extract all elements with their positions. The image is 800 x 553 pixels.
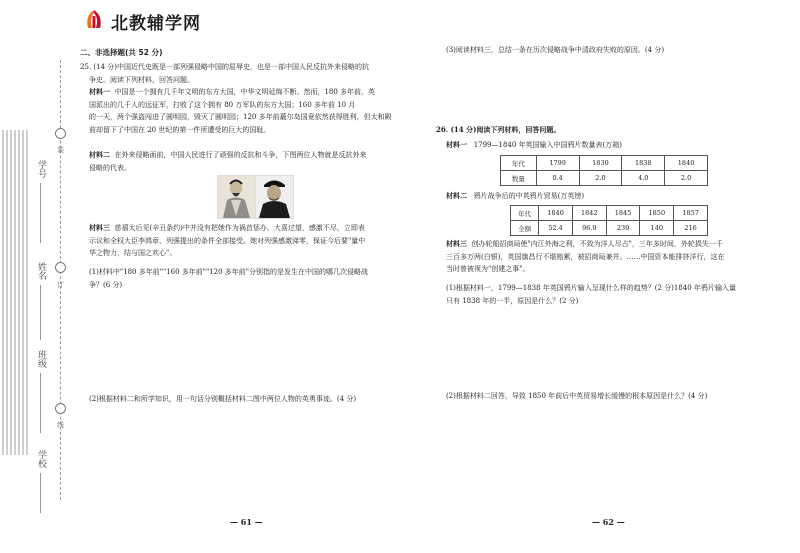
portrait-figure-1 xyxy=(217,175,256,219)
material-label: 材料二 xyxy=(446,191,467,200)
table-caption: 1799—1840 年英国输入中国鸦片数量表(万箱) xyxy=(473,141,623,149)
table-cell: 216 xyxy=(674,221,708,236)
table-row xyxy=(501,156,708,171)
table-header-cell: 年代 xyxy=(501,156,537,171)
q25-line: 争史。阅读下列材料，回答问题。 xyxy=(89,75,194,84)
field-line-school[interactable] xyxy=(40,473,41,513)
material-line: 中国是一个拥有几千年文明的东方大国，中华文明延绵不断。然而，180 多年前，英 xyxy=(114,88,376,96)
field-line-name[interactable] xyxy=(40,285,41,340)
material-line: 前却留下了中国在 20 世纪的第一件所遭受的巨大的国耻。 xyxy=(89,125,271,134)
material-label: 材料一 xyxy=(446,140,467,149)
material-label: 材料三 xyxy=(446,239,467,248)
q26-sub-1 xyxy=(446,282,776,307)
opium-import-table xyxy=(500,155,708,186)
seal-mark: 线 xyxy=(57,421,64,429)
table-cell: 0.4 xyxy=(536,171,579,186)
table-cell: 1830 xyxy=(579,156,622,171)
table-cell: 52.4 xyxy=(539,221,573,236)
q25-material-1 xyxy=(89,86,399,136)
table-cell: 2.0 xyxy=(665,171,708,186)
table-header-cell: 全额 xyxy=(511,221,539,236)
table-row xyxy=(511,221,708,236)
table-cell: 140 xyxy=(640,221,674,236)
q26-material-2 xyxy=(446,190,584,203)
bjfx-logo-mark-icon xyxy=(82,8,106,32)
q26-sub-2: (2)根据材料二回答，导致 1850 年前后中英贸易增长缓慢的根本原因是什么？(4 分) xyxy=(446,392,708,400)
seal-mark: 装 xyxy=(57,146,64,154)
q25-line: 25. (14 分)中国近代史既是一部列强侵略中国的屈辱史，也是一部中国人民反抗外来侵略的抗 xyxy=(80,63,369,71)
material-line: 国派出的几千人的远征军，打败了这个拥有 80 万军队的东方大国；160 多年前 10 月 xyxy=(89,100,356,109)
field-label-school: 学校 xyxy=(36,450,46,468)
question-line: (1)根据材料一，1799—1838 年英国鸦片输入呈现什么样的趋势？(2 分)1840 年鸦片输入量 xyxy=(446,284,736,292)
q25-material-3 xyxy=(89,222,399,260)
q26-material-3 xyxy=(446,238,776,276)
binding-hole-icon xyxy=(55,128,66,139)
field-label-class: 班级 xyxy=(36,350,46,368)
material-line: 的一天，两个强盗闯进了圆明园，毁灭了圆明园；120 多年前蕞尔岛国竟依然获得胜利，但太和殿 xyxy=(89,113,392,121)
table-cell: 1850 xyxy=(640,206,674,221)
question-25 xyxy=(80,61,398,86)
question-line: 只有 1838 年的一半，原因是什么？(2 分) xyxy=(446,296,579,305)
table-cell: 239 xyxy=(606,221,640,236)
seal-mark: 订 xyxy=(57,281,64,289)
opium-trade-table xyxy=(510,205,708,236)
table-cell: 1857 xyxy=(674,206,708,221)
material-line: 创办轮船招商局使"内江外海之利，不致为洋人尽占"，三年多时间，外轮损失一千 xyxy=(471,240,723,248)
table-row xyxy=(511,206,708,221)
stripes-fade-bottom xyxy=(0,455,30,553)
material-line: 示议和全权大臣李鸿章，列强提出的条件全部接受。她对列强感激涕零，保证今后要"量中 xyxy=(89,236,366,245)
table-cell: 1842 xyxy=(572,206,606,221)
table-row xyxy=(501,171,708,186)
material-line: 华之物力，结与国之欢心"。 xyxy=(89,249,177,257)
field-line-student-number[interactable] xyxy=(40,183,41,243)
table-header-cell: 数量 xyxy=(501,171,537,186)
q25-sub-3: (3)阅读材料三，总结一条在历次侵略战争中清政府失败的原因。(4 分) xyxy=(446,46,665,54)
material-line: 慈禧太后见(辛丑条约)中并没有把她作为祸首惩办，大喜过望，感激不尽，立即表 xyxy=(114,224,365,232)
page-number-left: — 61 — xyxy=(230,517,263,527)
table-cell: 4.0 xyxy=(622,171,665,186)
q26-material-1 xyxy=(446,139,622,152)
table-header-cell: 年代 xyxy=(511,206,539,221)
question-26-title: 26. (14 分)阅读下列材料，回答问题。 xyxy=(436,125,561,134)
material-line: 三百多万两(白银)，英国旗昌行不堪赔累，被招商局兼并。……中国资本能排挤洋行，这在 xyxy=(446,252,725,261)
logo-text: 北教辅学网 xyxy=(111,14,201,34)
table-cell: 1840 xyxy=(539,206,573,221)
material-label: 材料三 xyxy=(89,223,110,232)
q25-material-2 xyxy=(89,149,399,174)
page-number-right: — 62 — xyxy=(592,517,625,527)
material-label: 材料一 xyxy=(89,87,110,96)
binding-hole-icon xyxy=(55,262,66,273)
material-line: 在外来侵略面前，中国人民进行了顽强的反抗和斗争，下图两位人物就是反抗外来 xyxy=(114,151,367,159)
material-line: 侵略的代表。 xyxy=(89,163,131,172)
table-caption: 鸦片战争后的中英鸦片贸易(万英镑) xyxy=(473,192,585,200)
material-label: 材料二 xyxy=(89,150,110,159)
table-cell: 1838 xyxy=(622,156,665,171)
table-cell: 1840 xyxy=(665,156,708,171)
material-line: 当时曾被视为"创建之事"。 xyxy=(446,265,530,273)
table-cell: 1845 xyxy=(606,206,640,221)
question-line: (1)材料中"180 多年前""160 多年前""120 多年前"分别指的是发生在中国的哪几次侵略战 xyxy=(89,268,368,276)
question-line: 争？(6 分) xyxy=(89,280,123,289)
stripes-fade-top xyxy=(0,0,30,130)
section-title: 二、非选择题(共 52 分) xyxy=(80,48,163,57)
q25-sub-2: (2)根据材料二和所学知识，用一句话分别概括材料二图中两位人物的英勇事迹。(4 分) xyxy=(89,395,357,403)
q25-sub-1 xyxy=(89,266,399,291)
table-cell: 96.9 xyxy=(572,221,606,236)
table-cell: 1799 xyxy=(536,156,579,171)
table-cell: 2.0 xyxy=(579,171,622,186)
portrait-figure-2 xyxy=(255,175,294,219)
field-line-class[interactable] xyxy=(40,373,41,433)
field-label-student-number: 学号 xyxy=(36,160,46,178)
binding-hole-icon xyxy=(55,403,66,414)
field-label-name: 姓名 xyxy=(36,262,46,280)
